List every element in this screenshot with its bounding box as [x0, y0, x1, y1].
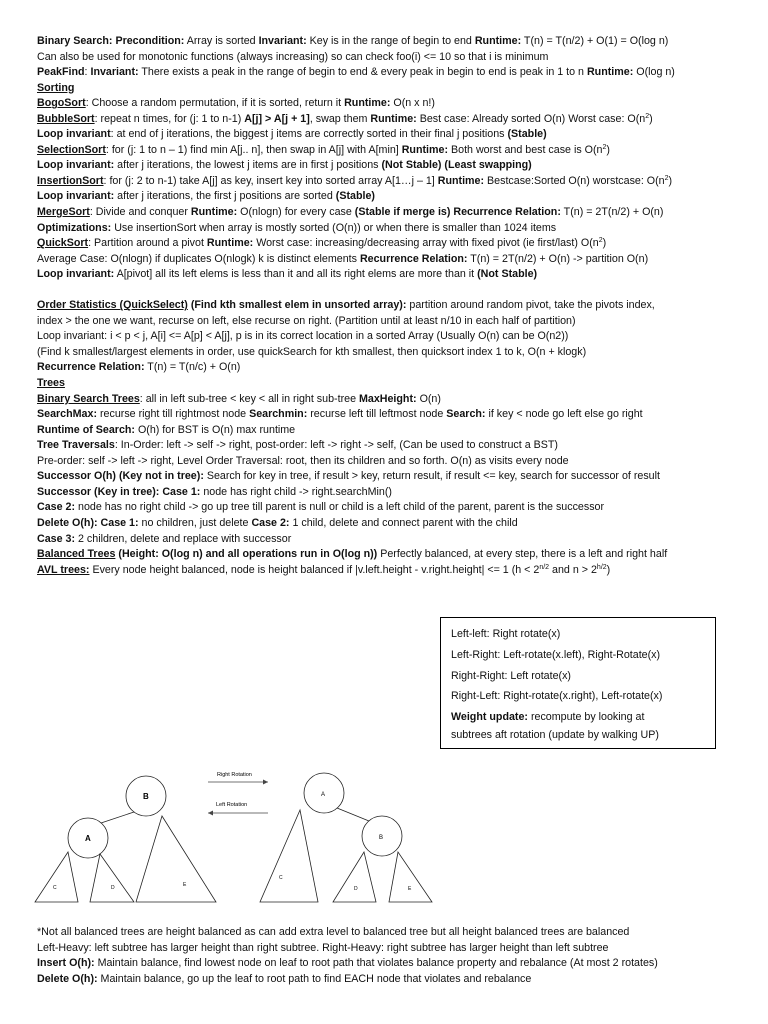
- left-tree-subtree-e: E: [183, 882, 187, 888]
- body-text: AVL trees:: [37, 563, 90, 576]
- body-text: (Not Stable): [477, 268, 538, 281]
- body-text: Runtime:: [401, 143, 449, 156]
- body-text: Array is sorted: [184, 35, 259, 47]
- body-line: [37, 392, 762, 408]
- body-text: Every node height balanced, node is height balanced if |v.left.height - v.right.height| <= 1 (h < 2: [89, 563, 540, 576]
- body-text: Search:: [446, 408, 486, 421]
- body-text: Can also be used for monotonic functions (always increasing) so can check foo(i) <= 10 so that i is minimum: [37, 50, 549, 63]
- body-text: ): [606, 143, 610, 156]
- body-text: Precondition:: [115, 35, 185, 47]
- body-text: InsertionSort: [37, 174, 104, 187]
- body-line: [37, 532, 762, 548]
- right-tree-child: B: [379, 835, 384, 841]
- body-text: Search for key in tree, if result > key, return result, if result <= key, search for successor of result: [203, 470, 660, 483]
- body-text: node has right child -> right.searchMin(): [200, 485, 392, 498]
- body-text: 2: [598, 237, 603, 245]
- body-text: Loop invariant:: [37, 268, 115, 281]
- body-text: BubbleSort: [37, 112, 95, 125]
- bottom-line: [37, 941, 762, 957]
- bottom-line: [37, 972, 762, 988]
- body-text: Order Statistics (QuickSelect): [37, 299, 188, 312]
- body-line: [37, 500, 762, 516]
- body-text: Optimizations:: [37, 221, 112, 234]
- body-text: Average Case: O(nlogn) if duplicates O(nlogk) k is distinct elements: [37, 252, 360, 265]
- body-text: A[j] > A[j + 1]: [244, 112, 310, 125]
- body-line: [37, 189, 762, 205]
- body-text: Loop invariant: [37, 128, 111, 141]
- body-text: :: [84, 66, 91, 79]
- body-line: [37, 454, 762, 470]
- body-text: 1 child, delete and connect parent with the child: [289, 516, 518, 529]
- body-text: : all in left sub-tree < key < all in right sub-tree: [139, 392, 359, 405]
- body-line: [37, 485, 762, 501]
- rotation-rules-box: [440, 617, 716, 749]
- body-text: MergeSort: [37, 206, 90, 219]
- rotation-rule-text: Weight update:: [451, 711, 528, 724]
- body-line: [37, 547, 762, 563]
- body-text: after j iterations, the first j positions are sorted: [114, 190, 336, 203]
- body-text: Runtime:: [344, 97, 391, 110]
- body-text: : In-Order: left -> self -> right, post-order: left -> right -> self, (Can be used to construct a BST): [114, 439, 558, 452]
- body-line: [37, 221, 762, 237]
- body-text: and n > 2: [549, 563, 597, 576]
- body-text: Worst case: increasing/decreasing array with fixed pivot (ie first/last) O(n: [253, 237, 599, 250]
- right-tree-subtree-c: C: [279, 875, 283, 881]
- rotation-rule-line: [451, 645, 705, 666]
- body-line: [37, 50, 762, 66]
- body-text: n/2: [539, 563, 550, 571]
- body-text: (Height: O(log n) and all operations run in O(log n)): [115, 548, 378, 561]
- body-text: O(n): [416, 392, 441, 405]
- body-text: ): [602, 237, 607, 250]
- body-text: T(n) = 2T(n/2) + O(n) -> partition O(n): [467, 252, 649, 265]
- body-line: [37, 376, 762, 392]
- body-line: [37, 438, 762, 454]
- body-text: node has no right child -> go up tree till parent is null or child is a left child of the parent, parent is the successor: [75, 501, 605, 514]
- body-text: Key is in the range of begin to end: [306, 35, 475, 47]
- body-text: 2: [664, 174, 669, 182]
- rotation-rule-line: [451, 707, 705, 728]
- bottom-text: Insert O(h):: [37, 957, 95, 970]
- body-line: [37, 283, 762, 299]
- body-text: Bestcase:Sorted O(n) worstcase: O(n: [484, 174, 665, 187]
- rotation-rule-line: [451, 666, 705, 687]
- body-line: [37, 112, 762, 128]
- body-text: T(n) = T(n/c) + O(n): [144, 361, 241, 374]
- body-text: partition around random pivot, take the pivots index,: [406, 299, 655, 312]
- body-line: [37, 314, 762, 330]
- body-text: Recurrence Relation:: [359, 252, 468, 265]
- body-line: [37, 143, 762, 159]
- main-text: [37, 34, 762, 578]
- rotation-rule-line: [451, 728, 705, 744]
- body-text: Best case: Already sorted O(n) Worst case: O(n: [416, 112, 646, 125]
- rotation-rule-text: subtrees aft rotation (update by walking UP): [451, 728, 659, 741]
- body-line: [37, 34, 762, 50]
- body-text: (Find kth smallest elem in unsorted array):: [187, 299, 407, 312]
- body-text: O(h) for BST is O(n) max runtime: [134, 423, 296, 436]
- body-text: : Partition around a pivot: [88, 237, 207, 250]
- body-line: [37, 174, 762, 190]
- body-text: ): [668, 174, 673, 187]
- left-tree: [35, 776, 216, 902]
- body-line: [37, 469, 762, 485]
- left-tree-subtree-d: D: [111, 885, 115, 891]
- body-text: , swap them: [309, 112, 371, 125]
- body-line: [37, 158, 762, 174]
- body-text: Case 3:: [37, 532, 76, 545]
- body-text: Runtime:: [206, 237, 254, 250]
- body-text: Trees: [37, 377, 65, 390]
- body-text: Invariant:: [90, 66, 139, 79]
- body-line: [37, 65, 762, 81]
- body-line: [37, 96, 762, 112]
- body-text: : Choose a random permutation, if it is sorted, return it: [85, 97, 345, 110]
- body-text: Successor O(h) (Key not in tree):: [37, 470, 204, 483]
- body-text: Loop invariant:: [37, 190, 115, 203]
- body-text: Loop invariant:: [37, 159, 115, 172]
- body-text: recurse right till rightmost node: [97, 408, 250, 421]
- bottom-line: [37, 956, 762, 972]
- left-rotation-label: Left Rotation: [216, 802, 248, 808]
- body-text: T(n) = 2T(n/2) + O(n): [560, 206, 664, 219]
- body-text: Perfectly balanced, at every step, there is a left and right half: [377, 548, 668, 561]
- body-text: SelectionSort: [37, 143, 106, 156]
- body-text: O(log n): [633, 66, 675, 79]
- body-line: [37, 407, 762, 423]
- body-text: Runtime of Search:: [37, 423, 135, 436]
- body-text: Use insertionSort when array is mostly sorted (O(n)) or when there is smaller than 1024 items: [111, 221, 557, 234]
- body-text: Both worst and best case is O(n: [448, 143, 603, 156]
- body-text: A[pivot] all its left elems is less than it and all its right elems are more than it: [114, 268, 478, 281]
- body-text: 2 children, delete and replace with successor: [75, 532, 292, 545]
- body-text: recurse left till leftmost node: [307, 408, 447, 421]
- body-line: [37, 423, 762, 439]
- right-tree-subtree-e: E: [408, 886, 412, 892]
- body-text: There exists a peak in the range of begin to end & every peak in begin to end is peak in 1 to n: [138, 66, 587, 79]
- body-text: BogoSort: [37, 97, 86, 110]
- body-text: after j iterations, the lowest j items are in first j positions: [114, 159, 382, 172]
- body-text: Searchmin:: [249, 408, 308, 421]
- body-text: O(n x n!): [390, 97, 435, 110]
- left-tree-subtree-c: C: [53, 885, 57, 891]
- body-line: [37, 236, 762, 252]
- bottom-notes: [37, 925, 762, 987]
- right-rotation-label: Right Rotation: [217, 772, 252, 778]
- right-tree-subtree-d: D: [354, 886, 358, 892]
- body-text: (Stable): [335, 190, 375, 203]
- body-text: (Find k smallest/largest elements in order, use quickSearch for kth smallest, then quicksort index 1 to k, O(n + klogk): [37, 345, 587, 358]
- body-text: Successor (Key in tree): Case 1:: [37, 485, 201, 498]
- body-text: index > the one we want, recurse on left, else recurse on right. (Partition until at least n/10 in each half of partition): [37, 314, 576, 327]
- rotation-rule-text: Right-Left: Right-rotate(x.right), Left-rotate(x): [451, 690, 663, 703]
- right-tree: [260, 773, 432, 902]
- body-text: O(nlogn) for every case: [237, 206, 355, 219]
- body-text: Tree Traversals: [37, 439, 115, 452]
- body-line: [37, 329, 762, 345]
- rotation-rule-line: [451, 624, 705, 645]
- body-text: 2: [602, 143, 607, 151]
- body-text: 2: [645, 112, 650, 120]
- body-line: [37, 81, 762, 97]
- body-text: Runtime:: [190, 206, 238, 219]
- left-tree-child: A: [85, 834, 91, 843]
- body-line: [37, 360, 762, 376]
- body-text: Sorting: [37, 81, 75, 94]
- body-text: Runtime:: [437, 174, 485, 187]
- body-text: Runtime:: [370, 112, 417, 125]
- body-line: [37, 127, 762, 143]
- rotation-rule-text: Left-Right: Left-rotate(x.left), Right-Rotate(x): [451, 648, 661, 661]
- body-text: Runtime:: [474, 35, 522, 47]
- body-text: Runtime:: [586, 66, 634, 79]
- body-text: Loop invariant: i < p < j, A[i] <= A[p] < A[j], p is in its correct location in a sorted Array (Usually O(n) can be O(n2)): [37, 330, 569, 343]
- body-text: T(n) = T(n/2) + O(1) = O(log n): [521, 35, 669, 47]
- rotation-rule-text: Left-left: Right rotate(x): [451, 628, 561, 640]
- body-text: (Stable if merge is) Recurrence Relation:: [354, 206, 561, 219]
- bottom-text: *Not all balanced trees are height balanced as can add extra level to balanced tree but all height balanced trees are balanced: [37, 926, 630, 938]
- body-line: [37, 267, 762, 283]
- body-text: : at end of j iterations, the biggest j items are correctly sorted in their final j positions: [110, 128, 508, 141]
- body-text: Invariant:: [258, 35, 307, 47]
- body-line: [37, 345, 762, 361]
- bottom-text: Delete O(h):: [37, 972, 98, 985]
- body-text: (Not Stable) (Least swapping): [381, 159, 532, 172]
- body-text: Balanced Trees: [37, 548, 116, 561]
- body-text: Binary Search Trees: [37, 392, 140, 405]
- body-text: : for (j: 2 to n-1) take A[j] as key, insert key into sorted array A[1…j – 1]: [103, 174, 438, 187]
- rotation-rule-line: [451, 686, 705, 707]
- body-text: ): [606, 563, 611, 576]
- body-text: no children, just delete: [138, 516, 252, 529]
- body-text: if key < node go left else go right: [485, 408, 643, 421]
- body-text: SearchMax:: [37, 408, 97, 421]
- body-text: : for (j: 1 to n – 1) find min A[j.. n], then swap in A[j] with A[min]: [105, 143, 402, 156]
- bottom-text: Maintain balance, go up the leaf to root path to find EACH node that violates and rebalance: [97, 972, 532, 985]
- body-text: Case 2:: [37, 501, 76, 514]
- tree-rotation-diagram: [30, 762, 450, 912]
- right-tree-root: A: [321, 792, 326, 798]
- body-text: MaxHeight:: [358, 392, 417, 405]
- body-text: Binary Search:: [37, 35, 113, 47]
- body-line: [37, 205, 762, 221]
- left-tree-root: B: [143, 792, 149, 801]
- body-line: [37, 298, 762, 314]
- body-text: ): [649, 112, 653, 125]
- body-text: Recurrence Relation:: [37, 361, 145, 374]
- body-text: h/2: [596, 563, 607, 571]
- body-text: Pre-order: self -> left -> right, Level Order Traversal: root, then its children and so forth. O(n) as visits every node: [37, 454, 569, 467]
- body-line: [37, 516, 762, 532]
- body-text: PeakFind: [37, 66, 85, 79]
- body-text: (Stable): [507, 128, 547, 141]
- body-line: [37, 563, 762, 579]
- body-text: Case 2:: [251, 516, 290, 529]
- body-text: : Divide and conquer: [89, 206, 191, 219]
- body-text: : repeat n times, for (j: 1 to n-1): [94, 112, 245, 125]
- bottom-text: Left-Heavy: left subtree has larger height than right subtree. Right-Heavy: right subtree has larger height than left subtree: [37, 941, 609, 954]
- body-text: QuickSort: [37, 237, 89, 250]
- bottom-line: [37, 925, 762, 941]
- bottom-text: Maintain balance, find lowest node on leaf to root path that violates balance property and rebalance (At most 2 rotates): [94, 957, 658, 970]
- body-line: [37, 252, 762, 268]
- rotation-rule-text: recompute by looking at: [527, 711, 645, 724]
- rotation-rule-text: Right-Right: Left rotate(x): [451, 669, 571, 682]
- body-text: Delete O(h): Case 1:: [37, 516, 139, 529]
